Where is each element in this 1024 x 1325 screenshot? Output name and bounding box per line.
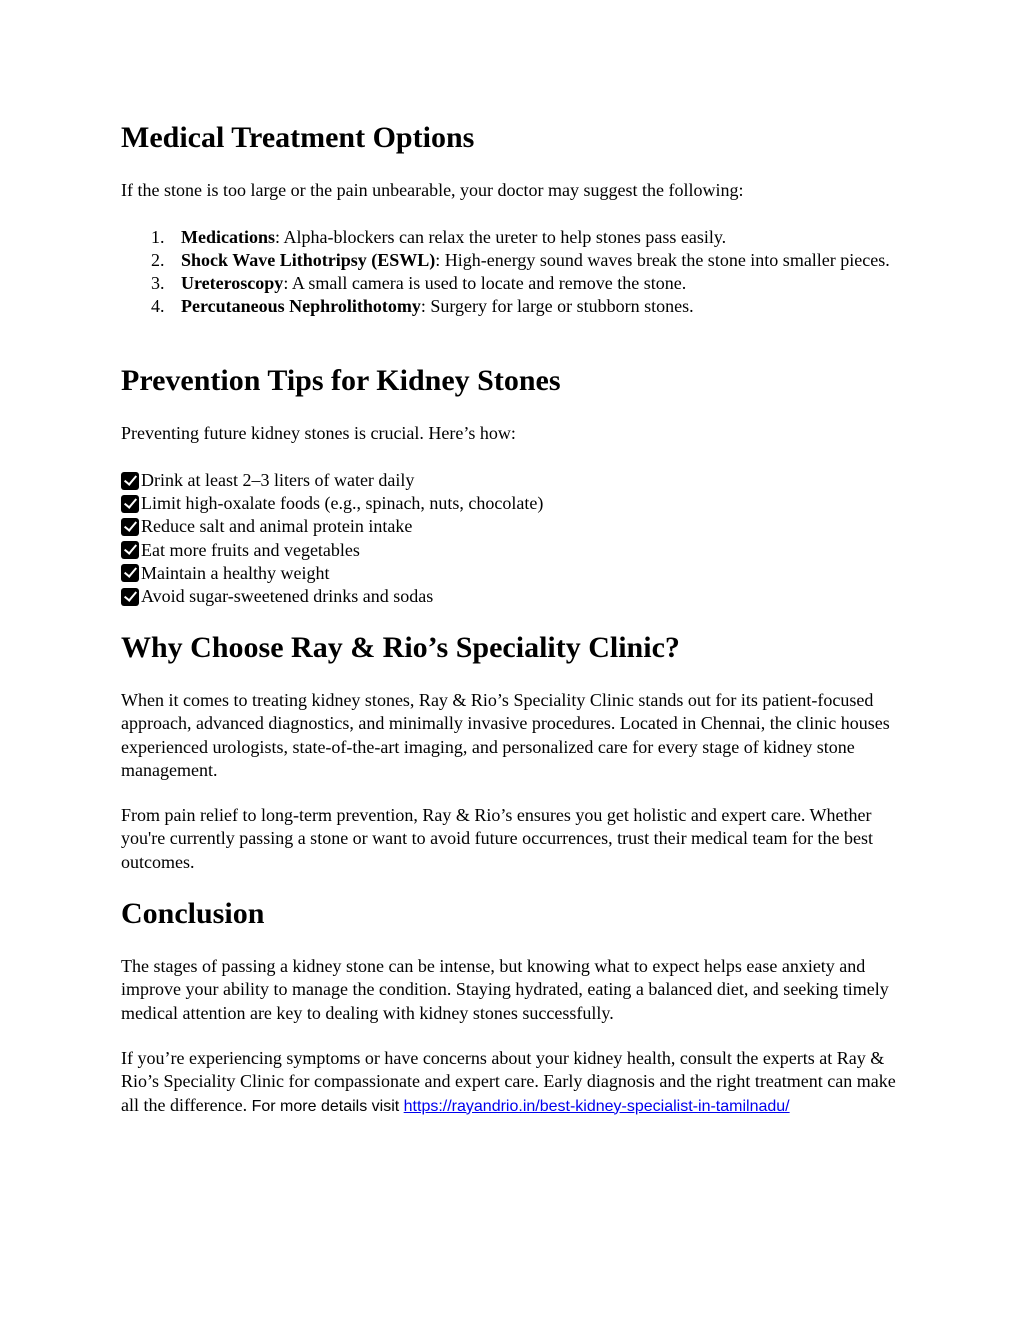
list-item: 1. Medications: Alpha-blockers can relax the ureter to help stones pass easily. — [151, 227, 727, 247]
tip-item: Avoid sugar-sweetened drinks and sodas — [121, 585, 911, 608]
tip-item: Reduce salt and animal protein intake — [121, 515, 911, 538]
checkbox-checked-icon — [121, 564, 139, 582]
prevention-intro: Preventing future kidney stones is crucial. Here’s how: — [121, 423, 516, 443]
checkbox-checked-icon — [121, 588, 139, 606]
list-item: 2. Shock Wave Lithotripsy (ESWL): High-energy sound waves break the stone into smaller pieces. — [151, 250, 890, 270]
heading-treatment: Medical Treatment Options — [121, 121, 475, 154]
checkbox-checked-icon — [121, 518, 139, 536]
checkbox-checked-icon — [121, 495, 139, 513]
why-paragraph-1: When it comes to treating kidney stones, Ray & Rio’s Speciality Clinic stands out for its patient-focused approach, advanced diagnostics, and minimally invasive procedures. Located in Chennai, the clinic houses experienced urologists, state-of-the-art imaging, and personalized care for every stage of kidney stone management. — [121, 690, 890, 780]
checkbox-checked-icon — [121, 472, 139, 490]
tip-item: Limit high-oxalate foods (e.g., spinach, nuts, chocolate) — [121, 492, 911, 515]
conclusion-paragraph-2: If you’re experiencing symptoms or have concerns about your kidney health, consult the experts at Ray & Rio’s Speciality Clinic for compassionate and expert care. Early diagnosis and the right treatment can make all the difference. For more details visit https://rayandrio.in/best-kidney-specialist-in-tamilnadu/ — [121, 1048, 896, 1115]
list-item: 3. Ureteroscopy: A small camera is used to locate and remove the stone. — [151, 273, 687, 293]
checkbox-checked-icon — [121, 541, 139, 559]
treatment-list — [121, 226, 911, 318]
heading-why-choose: Why Choose Ray & Rio’s Speciality Clinic? — [121, 631, 680, 664]
tip-item: Drink at least 2–3 liters of water daily — [121, 469, 911, 492]
why-paragraph-2: From pain relief to long-term prevention, Ray & Rio’s ensures you get holistic and expert care. Whether you're currently passing a stone or want to avoid future occurrences, trust their medical team for the best outcomes. — [121, 805, 873, 872]
conclusion-paragraph-1: The stages of passing a kidney stone can be intense, but knowing what to expect helps ease anxiety and improve your ability to manage the condition. Staying hydrated, eating a balanced diet, and seeking timely medical attention are key to dealing with kidney stones successfully. — [121, 956, 889, 1023]
heading-conclusion: Conclusion — [121, 897, 265, 930]
clinic-website-link[interactable]: https://rayandrio.in/best-kidney-specialist-in-tamilnadu/ — [403, 1097, 790, 1115]
tip-item: Maintain a healthy weight — [121, 562, 911, 585]
tip-item: Eat more fruits and vegetables — [121, 539, 911, 562]
heading-prevention: Prevention Tips for Kidney Stones — [121, 364, 561, 397]
list-item: 4. Percutaneous Nephrolithotomy: Surgery for large or stubborn stones. — [151, 296, 694, 316]
treatment-intro: If the stone is too large or the pain unbearable, your doctor may suggest the following: — [121, 180, 744, 200]
prevention-tips — [121, 469, 911, 608]
